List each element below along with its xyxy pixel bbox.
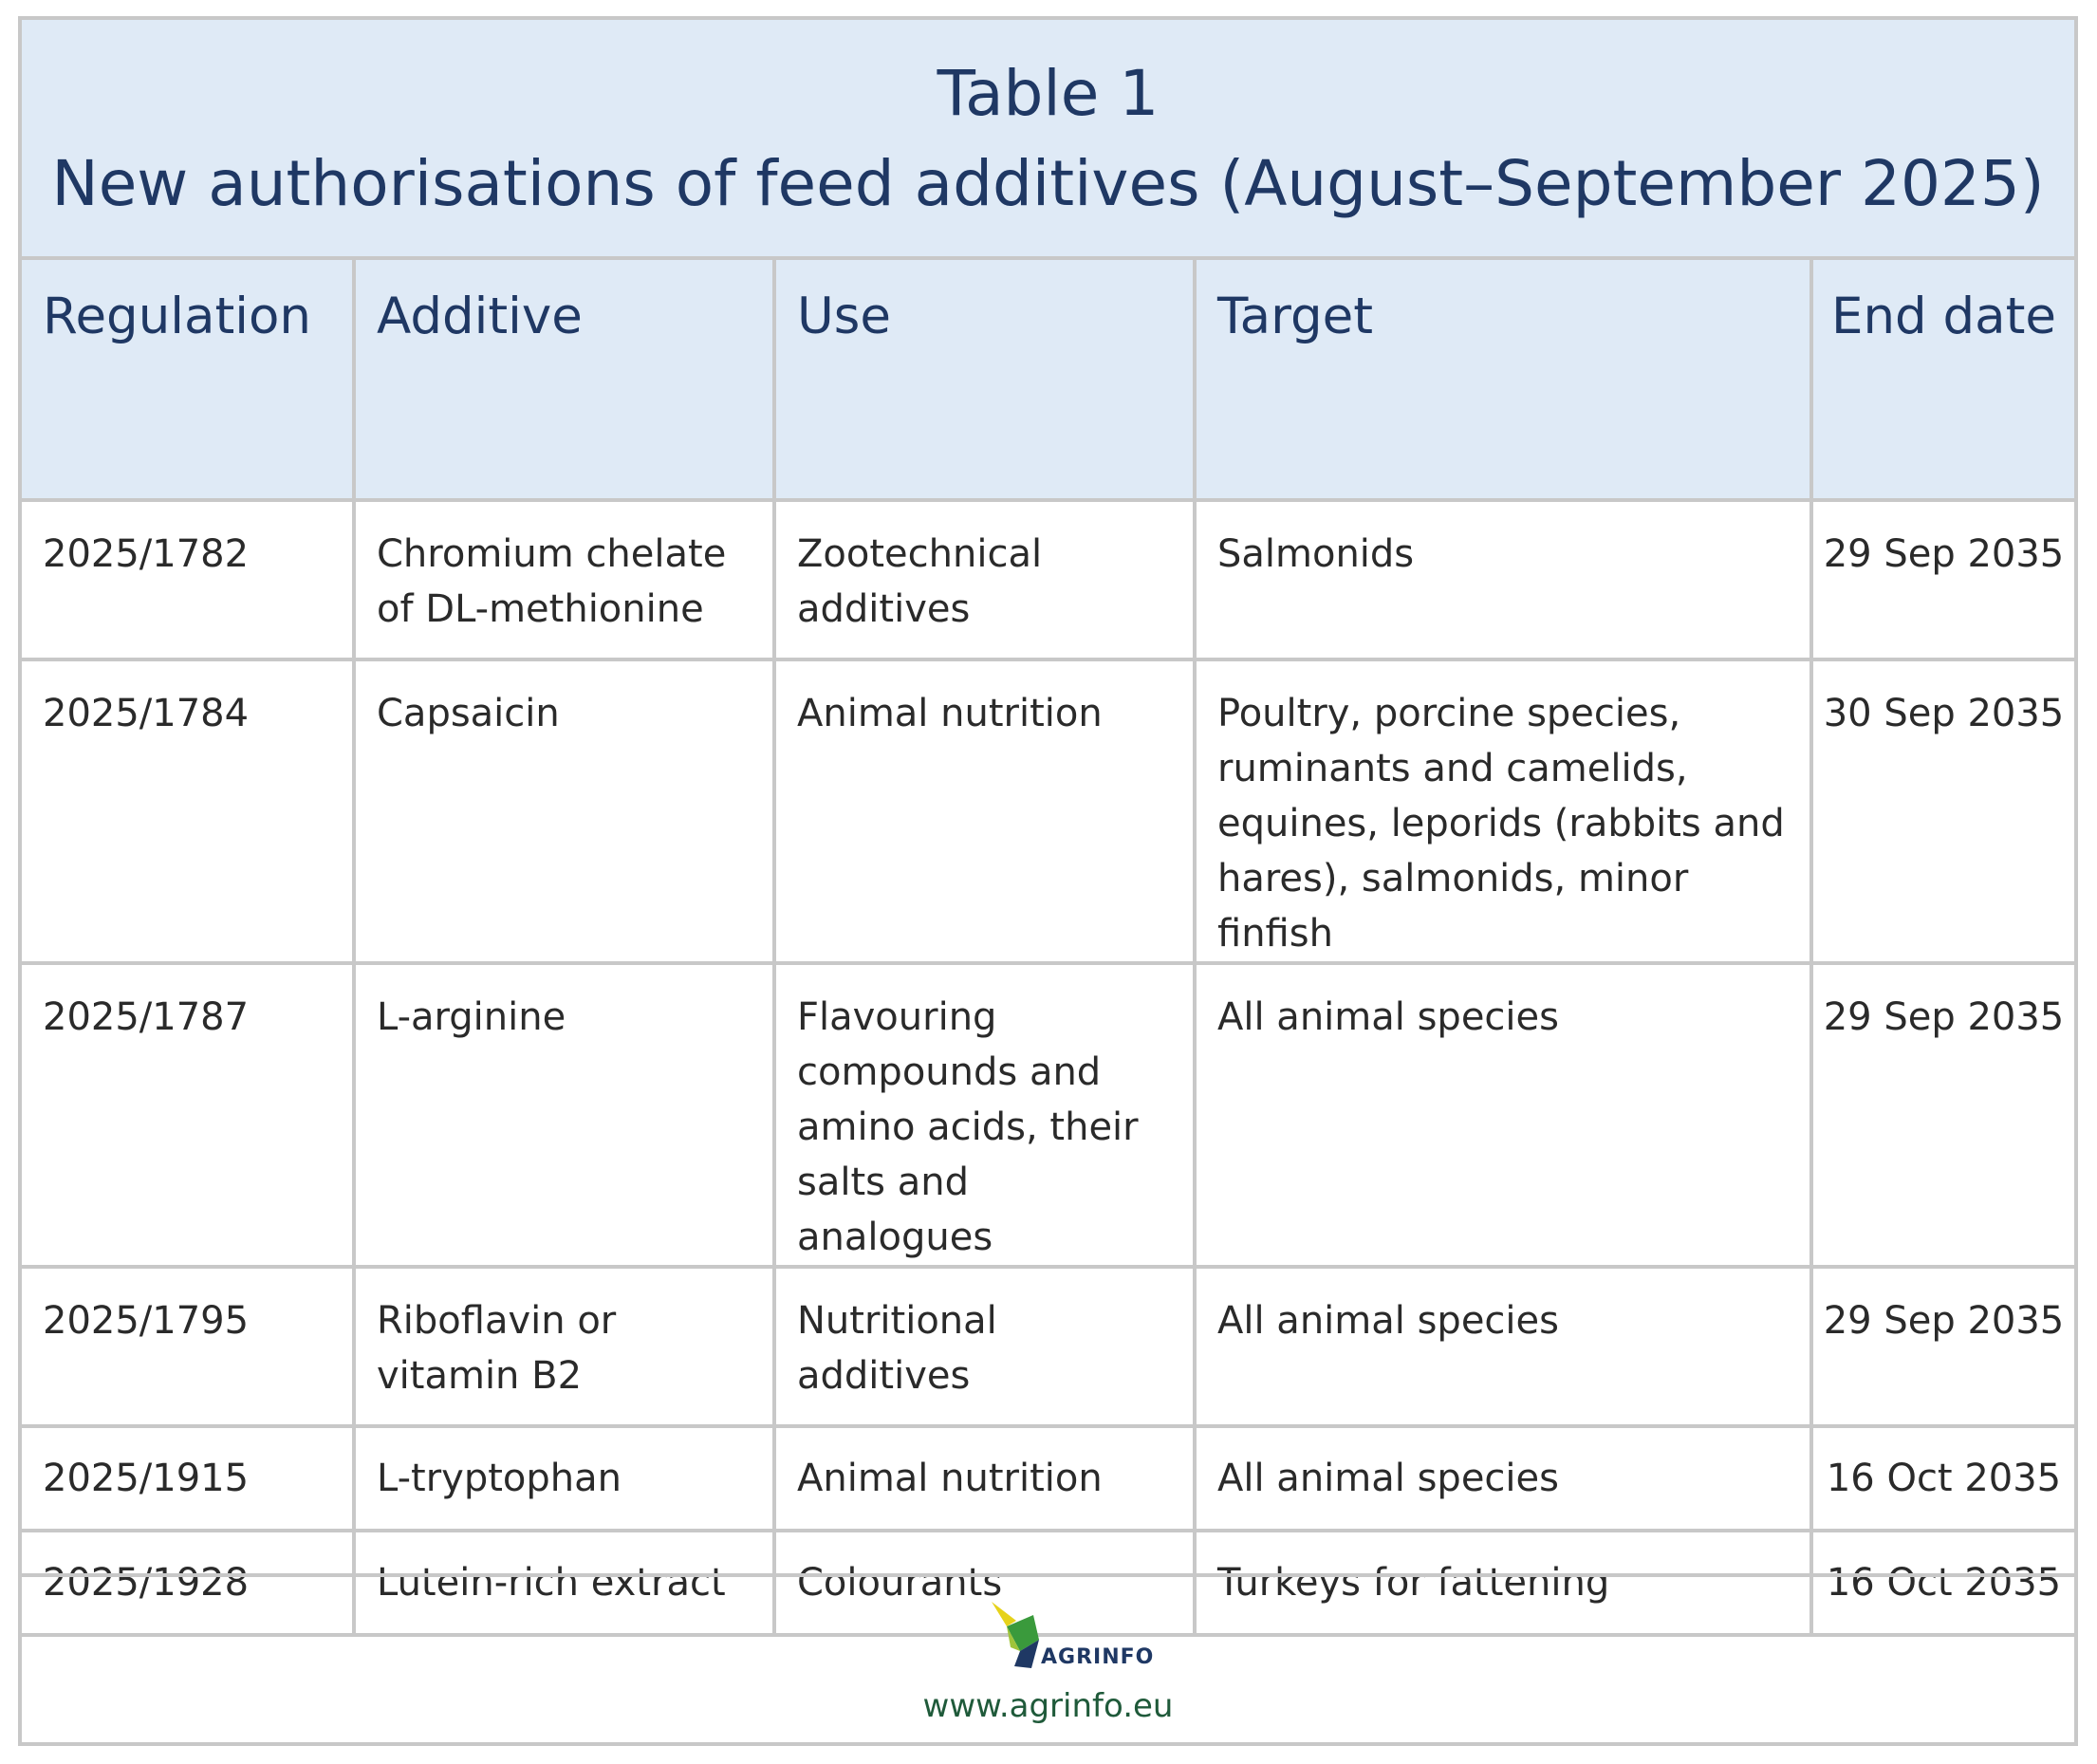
table-row — [22, 500, 2074, 659]
cell-end-date: 16 Oct 2035 — [1811, 1426, 2074, 1531]
cell-additive: Capsaicin — [354, 659, 774, 963]
cell-use: Colourants — [774, 1531, 1195, 1635]
cell-end-date: 30 Sep 2035 — [1811, 659, 2074, 963]
cell-regulation: 2025/1784 — [22, 659, 354, 963]
cell-end-date: 16 Oct 2035 — [1811, 1531, 2074, 1635]
table-number: Table 1 — [937, 57, 1160, 130]
table-caption: New authorisations of feed additives (August–September 2025) — [51, 147, 2045, 220]
cell-target: All animal species — [1195, 963, 1811, 1267]
header-target: Target — [1195, 260, 1811, 500]
cell-target: All animal species — [1195, 1426, 1811, 1531]
cell-additive: Riboflavin or vitamin B2 — [354, 1267, 774, 1426]
cell-end-date: 29 Sep 2035 — [1811, 963, 2074, 1267]
cell-additive: Lutein-rich extract — [354, 1531, 774, 1635]
cell-use: Animal nutrition — [774, 1426, 1195, 1531]
table-row — [22, 963, 2074, 1267]
header-row — [22, 260, 2074, 500]
website-url: www.agrinfo.eu — [922, 1687, 1174, 1725]
cell-use: Flavouring compounds and amino acids, their salts and analogues — [774, 963, 1195, 1267]
table-row — [22, 659, 2074, 963]
cell-target: All animal species — [1195, 1267, 1811, 1426]
table-row — [22, 1426, 2074, 1531]
table-title — [22, 20, 2074, 260]
cell-use: Animal nutrition — [774, 659, 1195, 963]
header-end-date: End date — [1811, 260, 2074, 500]
cell-additive: L-arginine — [354, 963, 774, 1267]
cell-use: Nutritional additives — [774, 1267, 1195, 1426]
cell-target: Salmonids — [1195, 500, 1811, 659]
cell-end-date: 29 Sep 2035 — [1811, 1267, 2074, 1426]
cell-end-date: 29 Sep 2035 — [1811, 500, 2074, 659]
agrinfo-logo-text: AGRINFO — [1041, 1645, 1155, 1669]
cell-target: Poultry, porcine species, ruminants and camelids, equines, leporids (rabbits and hares), salmonids, minor finfish — [1195, 659, 1811, 963]
header-additive: Additive — [354, 260, 774, 500]
header-use: Use — [774, 260, 1195, 500]
cell-use: Zootechnical additives — [774, 500, 1195, 659]
footer — [22, 1573, 2074, 1746]
cell-target: Turkeys for fattening — [1195, 1531, 1811, 1635]
cell-additive: Chromium chelate of DL-methionine — [354, 500, 774, 659]
cell-regulation: 2025/1915 — [22, 1426, 354, 1531]
cell-additive: L-tryptophan — [354, 1426, 774, 1531]
cell-regulation: 2025/1928 — [22, 1531, 354, 1635]
agrinfo-logo — [978, 1598, 1159, 1672]
table-frame — [18, 16, 2078, 1746]
cell-regulation: 2025/1787 — [22, 963, 354, 1267]
table-row — [22, 1267, 2074, 1426]
cell-regulation: 2025/1782 — [22, 500, 354, 659]
header-regulation: Regulation — [22, 260, 354, 500]
cell-regulation: 2025/1795 — [22, 1267, 354, 1426]
authorisations-table — [22, 260, 2074, 1637]
